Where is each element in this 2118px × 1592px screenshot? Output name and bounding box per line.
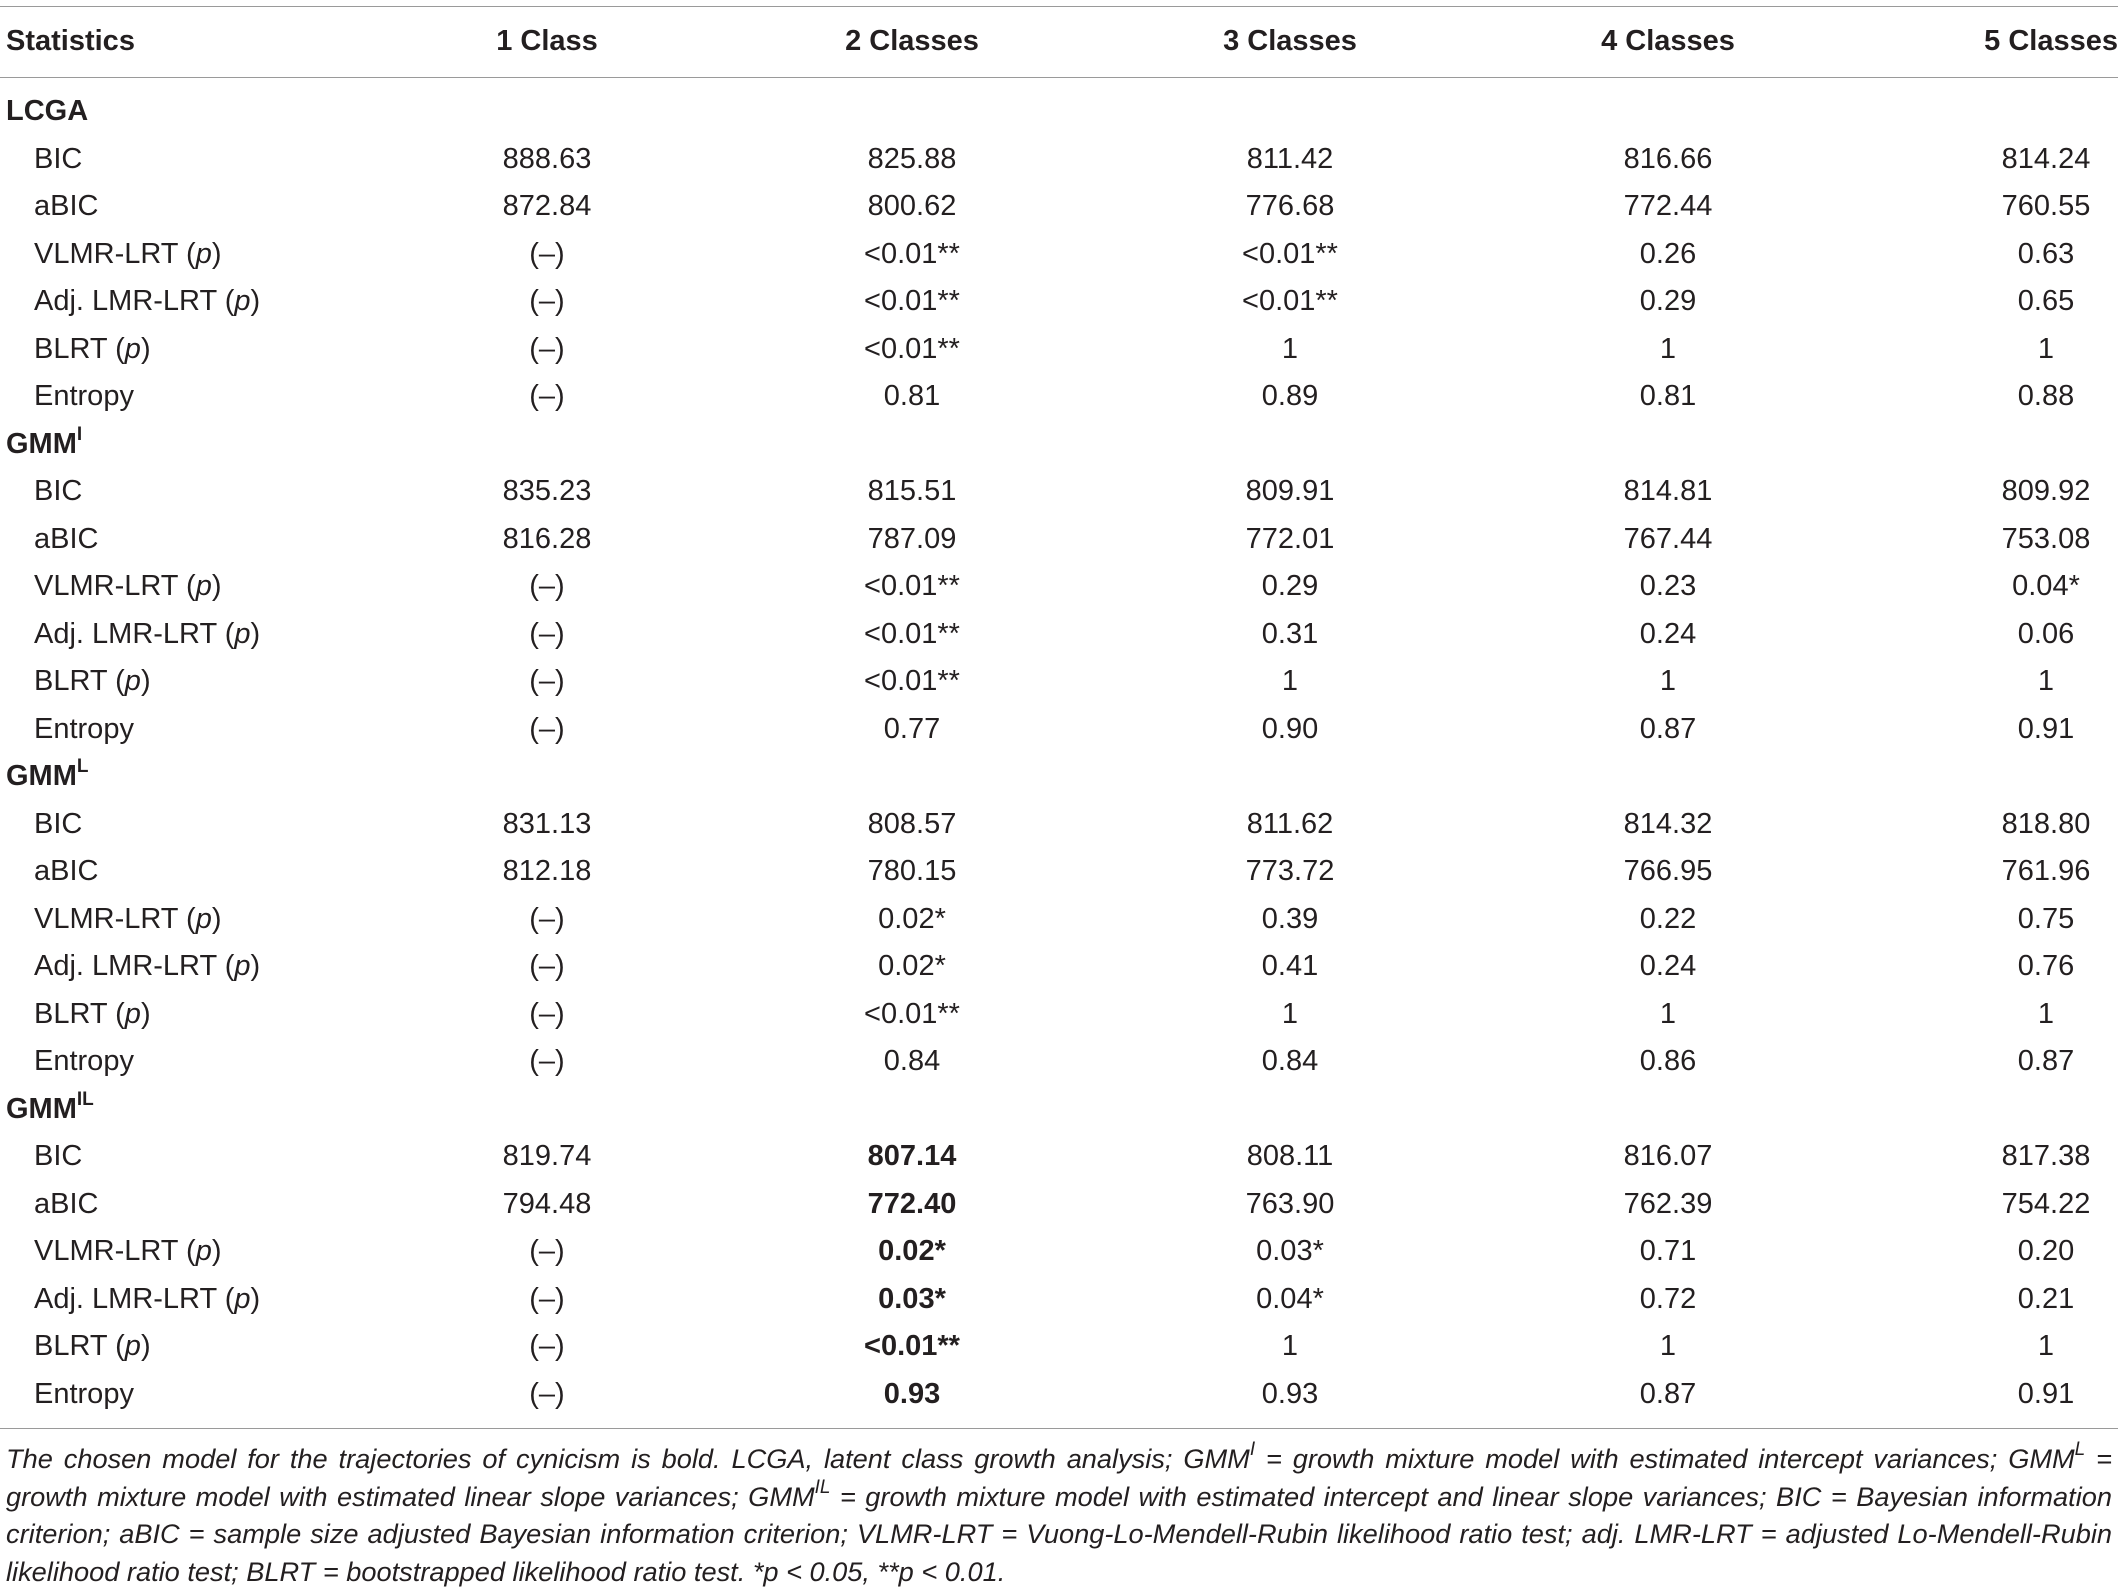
table-cell: (–) — [529, 1282, 565, 1315]
table-cell: 1 — [2037, 997, 2055, 1030]
row-label-text: Adj. LMR-LRT ( — [34, 617, 235, 650]
table-cell: <0.01** — [1242, 285, 1338, 317]
table-row — [0, 706, 2118, 754]
row-label: VLMR-LRT (p) — [34, 902, 222, 935]
table-cell: (–) — [529, 997, 565, 1030]
table-cell: (–) — [529, 1045, 565, 1077]
table-cell: <0.01** — [864, 997, 960, 1030]
table-cell: (–) — [529, 617, 565, 650]
row-label-p: p — [124, 1330, 141, 1362]
row-label-p: p — [234, 950, 251, 982]
table-cell: 0.63 — [2017, 237, 2075, 270]
table-cell: 0.81 — [1639, 380, 1697, 412]
row-label — [34, 1133, 82, 1181]
row-label-text: Entropy — [34, 1045, 134, 1077]
table-cell: (–) — [529, 332, 565, 365]
table-cell: <0.01** — [864, 1330, 960, 1362]
row-label-text: BIC — [34, 475, 83, 507]
row-label: Adj. LMR-LRT (p) — [34, 950, 261, 982]
row-label-text: BIC — [34, 142, 83, 175]
table-cell: 819.74 — [502, 1140, 592, 1172]
table-row — [0, 801, 2118, 849]
table-cell: 817.38 — [2001, 1140, 2091, 1172]
table-cell: 0.91 — [2017, 712, 2075, 745]
table-cell: 772.44 — [1623, 190, 1713, 222]
table-cell: 0.91 — [2017, 1377, 2075, 1410]
table-cell: 772.01 — [1245, 522, 1335, 555]
table-row — [0, 1276, 2118, 1324]
table-cell: 760.55 — [2001, 190, 2091, 222]
table-row — [0, 658, 2118, 706]
table-cell: 0.87 — [1639, 1377, 1697, 1410]
table-cell: 1 — [1281, 1330, 1299, 1362]
row-label-text: aBIC — [34, 522, 99, 555]
row-label-text: Entropy — [34, 1377, 134, 1410]
row-label-text: Adj. LMR-LRT ( — [34, 285, 235, 317]
table-row — [0, 991, 2118, 1039]
table-cell: 0.77 — [883, 712, 941, 745]
table-row — [0, 943, 2118, 991]
table-cell: <0.01** — [1242, 237, 1338, 270]
footnote-superscript: L — [2074, 1439, 2086, 1460]
table-cell: 772.40 — [867, 1187, 957, 1220]
section-name: GMM — [6, 1092, 77, 1125]
table-cell: 0.23 — [1639, 570, 1697, 602]
table-cell: 773.72 — [1245, 855, 1335, 887]
row-label-text: aBIC — [34, 190, 99, 222]
footnote-text: = growth mixture model with estimated intercept variances; GMM — [1255, 1443, 2075, 1474]
row-label-text: VLMR-LRT ( — [34, 902, 196, 935]
table-cell: 761.96 — [2001, 855, 2091, 887]
table-cell: 0.21 — [2017, 1282, 2075, 1315]
table-cell: 825.88 — [867, 142, 957, 175]
row-label: Adj. LMR-LRT (p) — [34, 1282, 261, 1315]
section-superscript: I — [76, 423, 83, 445]
table-cell: 0.02* — [878, 950, 946, 982]
header-rule — [0, 77, 2118, 78]
table-cell: 816.28 — [502, 522, 592, 555]
row-label — [34, 373, 134, 421]
table-cell: 1 — [1281, 665, 1299, 697]
table-row — [0, 1371, 2118, 1419]
table-header — [0, 18, 2118, 66]
table-cell: 0.75 — [2017, 902, 2075, 935]
table-cell: 0.93 — [1261, 1377, 1319, 1410]
table-row — [0, 611, 2118, 659]
table-row — [0, 848, 2118, 896]
table-cell: 0.04* — [1256, 1282, 1324, 1315]
row-label-text: BLRT ( — [34, 997, 125, 1030]
row-label-text: BIC — [34, 807, 83, 840]
header-3-classes: 3 Classes — [1223, 25, 1357, 57]
table-cell: 872.84 — [502, 190, 592, 222]
table-cell: 811.62 — [1246, 807, 1334, 840]
header-1-class: 1 Class — [496, 25, 598, 57]
table-cell: 1 — [1659, 997, 1677, 1030]
table-cell: 1 — [2037, 332, 2055, 365]
section-name: LCGA — [6, 95, 89, 127]
row-label-text: BLRT ( — [34, 332, 125, 365]
table-cell: 0.88 — [2017, 380, 2075, 412]
table-cell: 814.32 — [1623, 807, 1713, 840]
table-cell: 0.76 — [2017, 950, 2075, 982]
row-label — [34, 848, 98, 896]
table-cell: 0.22 — [1639, 902, 1697, 935]
table-cell: 0.93 — [883, 1377, 941, 1410]
table-cell: 0.24 — [1639, 950, 1697, 982]
row-label-text: Entropy — [34, 712, 134, 745]
table-cell: (–) — [529, 237, 565, 270]
table-row — [0, 183, 2118, 231]
table-cell: 0.20 — [2017, 1235, 2075, 1267]
section-title — [6, 421, 82, 469]
row-label-p: p — [124, 665, 141, 697]
table-cell: 809.92 — [2001, 475, 2091, 507]
table-row — [0, 1181, 2118, 1229]
table-row — [0, 1323, 2118, 1371]
table-cell: 1 — [2037, 1330, 2055, 1362]
table-cell: 0.84 — [883, 1045, 941, 1077]
row-label — [34, 706, 134, 754]
row-label-text: VLMR-LRT ( — [34, 1235, 196, 1267]
table-cell: 0.24 — [1639, 617, 1697, 650]
row-label-text: Adj. LMR-LRT ( — [34, 950, 235, 982]
bottom-rule — [0, 1428, 2118, 1429]
row-label-text: aBIC — [34, 855, 99, 887]
table-cell: 0.39 — [1261, 902, 1319, 935]
row-label: VLMR-LRT (p) — [34, 570, 222, 602]
table-cell: 0.41 — [1261, 950, 1319, 982]
table-cell: 1 — [1659, 665, 1677, 697]
row-label-p: p — [124, 997, 141, 1030]
table-cell: 807.14 — [867, 1140, 957, 1172]
table-row — [0, 563, 2118, 611]
table-cell: 812.18 — [502, 855, 592, 887]
table-cell: 835.23 — [502, 475, 592, 507]
table-cell: 814.81 — [1623, 475, 1713, 507]
table-cell: 0.84 — [1261, 1045, 1319, 1077]
table-cell: (–) — [529, 1235, 565, 1267]
section-name: GMM — [6, 760, 77, 792]
table-cell: 753.08 — [2001, 522, 2091, 555]
table-cell: <0.01** — [864, 285, 960, 317]
row-label-p: p — [234, 1282, 251, 1315]
table-cell: 0.90 — [1261, 712, 1319, 745]
section-row — [0, 753, 2118, 801]
table-cell: 1 — [1659, 1330, 1677, 1362]
table-cell: 1 — [1659, 332, 1677, 365]
table-cell: 0.29 — [1261, 570, 1319, 602]
row-label-p: p — [195, 902, 212, 935]
table-cell: 0.71 — [1639, 1235, 1697, 1267]
table-cell: 816.07 — [1623, 1140, 1713, 1172]
table-cell: 754.22 — [2001, 1187, 2091, 1220]
row-label: VLMR-LRT (p) — [34, 237, 222, 270]
table-cell: 808.57 — [867, 807, 957, 840]
row-label-p: p — [195, 1235, 212, 1267]
table-cell: 766.95 — [1623, 855, 1713, 887]
row-label-text: VLMR-LRT ( — [34, 570, 196, 602]
table-row — [0, 468, 2118, 516]
header-5-classes: 5 Classes — [1984, 25, 2118, 57]
table-cell: 814.24 — [2001, 142, 2091, 175]
table-cell: 776.68 — [1245, 190, 1335, 222]
table-cell: 831.13 — [502, 807, 592, 840]
table-row — [0, 1133, 2118, 1181]
table-cell: 780.15 — [867, 855, 957, 887]
table-cell: 818.80 — [2001, 807, 2091, 840]
table-cell: 1 — [2037, 665, 2055, 697]
row-label-p: p — [195, 237, 212, 270]
table-row — [0, 1228, 2118, 1276]
row-label-text: Entropy — [34, 380, 134, 412]
header-4-classes: 4 Classes — [1601, 25, 1735, 57]
footnote-superscript: I — [1249, 1439, 1256, 1460]
row-label: BLRT (p) — [34, 997, 151, 1030]
row-label-text: BIC — [34, 1140, 83, 1172]
row-label-text: BLRT ( — [34, 665, 125, 697]
table-row — [0, 326, 2118, 374]
table-cell: 888.63 — [502, 142, 592, 175]
table-cell: (–) — [529, 950, 565, 982]
footnote-text: = growth mixture model with estimated linear slope variances; GMM — [6, 1443, 2112, 1512]
table-cell: 794.48 — [502, 1187, 592, 1220]
table-cell: 0.02* — [878, 902, 946, 935]
table-cell: 0.89 — [1261, 380, 1319, 412]
row-label — [34, 1181, 98, 1229]
table-cell: 800.62 — [867, 190, 957, 222]
table-cell: <0.01** — [864, 665, 960, 697]
table-cell: (–) — [529, 1330, 565, 1362]
row-label: BLRT (p) — [34, 1330, 151, 1362]
section-name: GMM — [6, 427, 77, 460]
table-row — [0, 1038, 2118, 1086]
table-cell: <0.01** — [864, 570, 960, 602]
table-cell: 0.31 — [1261, 617, 1319, 650]
table-cell: 0.06 — [2017, 617, 2075, 650]
row-label — [34, 468, 82, 516]
row-label — [34, 183, 98, 231]
table-cell: (–) — [529, 902, 565, 935]
table-cell: 767.44 — [1623, 522, 1713, 555]
table-cell: 815.51 — [867, 475, 957, 507]
table-row — [0, 278, 2118, 326]
table-cell: (–) — [529, 712, 565, 745]
row-label — [34, 1371, 134, 1419]
table-cell: 787.09 — [867, 522, 957, 555]
table-cell: <0.01** — [864, 237, 960, 270]
top-rule — [0, 6, 2118, 7]
footnote-text: The chosen model for the trajectories of cynicism is bold. LCGA, latent class growth analysis; GMM — [6, 1443, 1250, 1474]
row-label-p: p — [234, 617, 251, 650]
row-label — [34, 136, 82, 184]
row-label — [34, 801, 82, 849]
table-cell: 0.65 — [2017, 285, 2075, 317]
footnote-text: = growth mixture model with estimated intercept and linear slope variances; BIC = Bayesian information criterion; aBIC = sample size adjusted Bayesian information criterion; VLMR-LRT = Vuong-Lo-Mendell-Rubin likelihood ratio test; adj. LMR-LRT = adjusted Lo-Mendell-Rubin likelihood ratio test; BLRT = bootstrapped likelihood ratio test. *p < 0.05, **p < 0.01. — [6, 1480, 2113, 1587]
table-cell: 0.02* — [878, 1235, 946, 1267]
table-cell: 809.91 — [1245, 475, 1335, 507]
table-cell: 1 — [1281, 332, 1299, 365]
section-row — [0, 88, 2118, 136]
table-footnote — [6, 1440, 2112, 1590]
table-cell: 0.26 — [1639, 237, 1697, 270]
header-statistics: Statistics — [6, 25, 135, 57]
section-superscript: L — [76, 756, 89, 777]
row-label-p: p — [234, 285, 251, 317]
section-row — [0, 421, 2118, 469]
table-row — [0, 516, 2118, 564]
section-title — [6, 88, 88, 136]
section-title — [6, 753, 88, 801]
table-cell: 0.87 — [1639, 712, 1697, 745]
section-title — [6, 1086, 94, 1134]
table-cell: <0.01** — [864, 617, 960, 650]
table-cell: 0.86 — [1639, 1045, 1697, 1077]
section-superscript: IL — [76, 1088, 94, 1110]
row-label-text: aBIC — [34, 1187, 99, 1220]
table-row — [0, 373, 2118, 421]
row-label-text: BLRT ( — [34, 1330, 125, 1362]
section-row — [0, 1086, 2118, 1134]
table-cell: (–) — [529, 665, 565, 697]
row-label-p: p — [124, 332, 141, 365]
table-row — [0, 231, 2118, 279]
table-cell: 816.66 — [1623, 142, 1713, 175]
row-label: BLRT (p) — [34, 332, 151, 365]
table-row — [0, 896, 2118, 944]
header-2-classes: 2 Classes — [845, 25, 979, 57]
table-cell: 762.39 — [1623, 1187, 1713, 1220]
table-cell: 1 — [1281, 997, 1299, 1030]
table-cell: 763.90 — [1245, 1187, 1335, 1220]
table-cell: (–) — [529, 380, 565, 412]
row-label-text: VLMR-LRT ( — [34, 237, 196, 270]
table-cell: <0.01** — [864, 332, 960, 365]
table-row — [0, 136, 2118, 184]
row-label-text: Adj. LMR-LRT ( — [34, 1282, 235, 1315]
table-cell: 0.81 — [883, 380, 941, 412]
row-label: Adj. LMR-LRT (p) — [34, 617, 261, 650]
table-cell: (–) — [529, 570, 565, 602]
row-label: Adj. LMR-LRT (p) — [34, 285, 261, 317]
row-label — [34, 1038, 134, 1086]
row-label-p: p — [195, 570, 212, 602]
table-cell: 0.29 — [1639, 285, 1697, 317]
table-cell: 0.03* — [1256, 1235, 1324, 1267]
footnote-superscript: IL — [814, 1476, 831, 1498]
table-cell: 0.04* — [2012, 570, 2080, 602]
table-cell: 0.03* — [878, 1282, 946, 1315]
table-cell: (–) — [529, 285, 565, 317]
row-label: BLRT (p) — [34, 665, 151, 697]
row-label — [34, 516, 98, 564]
table-cell: (–) — [529, 1377, 565, 1410]
row-label: VLMR-LRT (p) — [34, 1235, 222, 1267]
table-cell: 811.42 — [1246, 142, 1334, 175]
table-cell: 0.72 — [1639, 1282, 1697, 1315]
table-cell: 0.87 — [2017, 1045, 2075, 1077]
table-cell: 808.11 — [1246, 1140, 1334, 1172]
